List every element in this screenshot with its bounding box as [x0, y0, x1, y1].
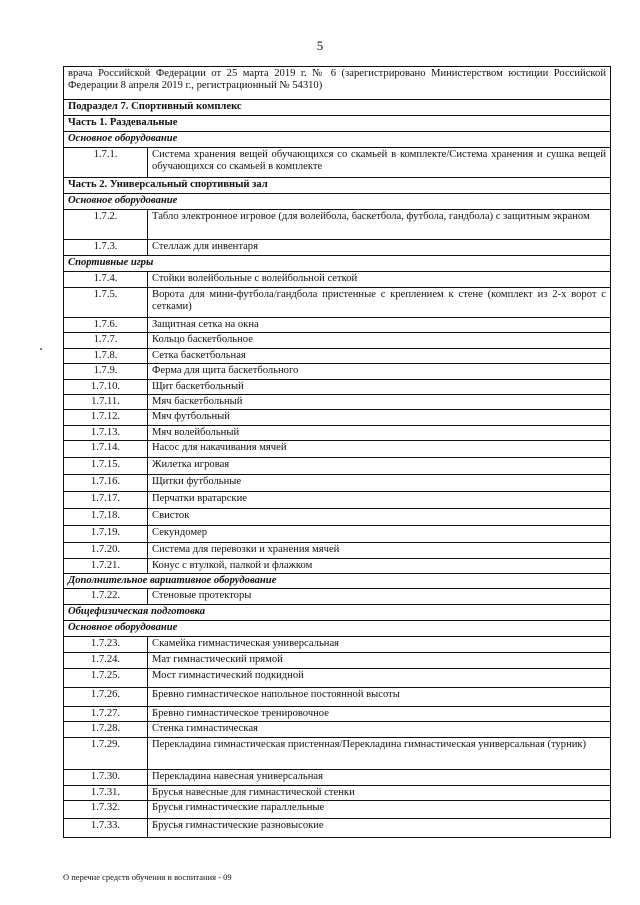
item-description: Насос для накачивания мячей [148, 441, 611, 458]
table-row [64, 819, 611, 838]
item-description: Конус с втулкой, палкой и флажком [148, 558, 611, 573]
subsection-heading-row [64, 132, 611, 148]
table-row [64, 458, 611, 475]
item-number: 1.7.12. [64, 410, 148, 425]
item-number: 1.7.19. [64, 526, 148, 543]
subsection-heading: Основное оборудование [64, 194, 611, 210]
item-description: Ворота для мини-футбола/гандбола пристенные с креплением к стене (комплект из 2-х ворот с сетками) [148, 288, 611, 318]
subsection-heading: Общефизическая подготовка [64, 605, 611, 621]
section-heading: Подраздел 7. Спортивный комплекс [64, 100, 611, 116]
table-row [64, 288, 611, 318]
table-row [64, 509, 611, 526]
item-number: 1.7.23. [64, 637, 148, 652]
item-number: 1.7.14. [64, 441, 148, 458]
page-number: 5 [316, 38, 324, 53]
item-number: 1.7.20. [64, 543, 148, 558]
subsection-heading-row [64, 605, 611, 621]
item-description: Система для перевозки и хранения мячей [148, 543, 611, 558]
table-row [64, 475, 611, 492]
section-heading-row [64, 116, 611, 132]
table-row [64, 272, 611, 288]
item-number: 1.7.31. [64, 785, 148, 800]
item-number: 1.7.30. [64, 770, 148, 785]
item-description: Ферма для щита баскетбольного [148, 364, 611, 379]
table-row [64, 637, 611, 652]
subsection-heading-row [64, 194, 611, 210]
item-description: Мат гимнастический прямой [148, 652, 611, 668]
item-description: Щит баскетбольный [148, 379, 611, 394]
item-number: 1.7.16. [64, 475, 148, 492]
subsection-heading: Основное оборудование [64, 132, 611, 148]
section-heading: Часть 2. Универсальный спортивный зал [64, 178, 611, 194]
item-description: Мост гимнастический подкидной [148, 668, 611, 687]
item-description: Свисток [148, 509, 611, 526]
item-description: Система хранения вещей обучающихся со скамьей в комплекте/Система хранения и сушка вещей обучающихся со скамьей в комплекте [148, 148, 611, 178]
item-number: 1.7.11. [64, 395, 148, 410]
section-heading-row [64, 100, 611, 116]
item-number: 1.7.4. [64, 272, 148, 288]
table-row [64, 668, 611, 687]
item-description: Мяч волейбольный [148, 425, 611, 440]
item-number: 1.7.21. [64, 558, 148, 573]
item-number: 1.7.8. [64, 348, 148, 363]
footer-note: О перечне средств обучения и воспитания - 09 [63, 872, 232, 882]
table-row [64, 210, 611, 240]
item-number: 1.7.24. [64, 652, 148, 668]
item-description: Щитки футбольные [148, 475, 611, 492]
equipment-table [63, 66, 611, 838]
table-row [64, 738, 611, 770]
item-number: 1.7.9. [64, 364, 148, 379]
table-row [64, 526, 611, 543]
item-number: 1.7.1. [64, 148, 148, 178]
item-description: Стойки волейбольные с волейбольной сеткой [148, 272, 611, 288]
subsection-heading: Спортивные игры [64, 256, 611, 272]
item-number: 1.7.7. [64, 333, 148, 348]
item-number: 1.7.10. [64, 379, 148, 394]
table-row [64, 492, 611, 509]
table-row [64, 801, 611, 819]
item-number: 1.7.22. [64, 589, 148, 605]
item-number: 1.7.26. [64, 687, 148, 706]
table-row [64, 441, 611, 458]
table-row [64, 425, 611, 440]
intro-text: врача Российской Федерации от 25 марта 2019 г. № 6 (зарегистрировано Министерством юстиции Российской Федерации 8 апреля 2019 г., регистрационный № 54310) [64, 67, 611, 100]
item-description: Брусья гимнастические параллельные [148, 801, 611, 819]
item-description: Жилетка игровая [148, 458, 611, 475]
scan-artifact [40, 348, 42, 350]
item-description: Кольцо баскетбольное [148, 333, 611, 348]
table-row [64, 333, 611, 348]
table-row [64, 558, 611, 573]
item-number: 1.7.17. [64, 492, 148, 509]
item-description: Защитная сетка на окна [148, 318, 611, 333]
item-description: Перчатки вратарские [148, 492, 611, 509]
item-number: 1.7.28. [64, 722, 148, 738]
table-row [64, 589, 611, 605]
subsection-heading: Дополнительное вариативное оборудование [64, 574, 611, 589]
item-description: Стеновые протекторы [148, 589, 611, 605]
item-number: 1.7.2. [64, 210, 148, 240]
item-number: 1.7.25. [64, 668, 148, 687]
table-row [64, 543, 611, 558]
table-row [64, 410, 611, 425]
item-number: 1.7.3. [64, 240, 148, 256]
equipment-table-body [64, 67, 611, 838]
item-number: 1.7.18. [64, 509, 148, 526]
item-description: Стенка гимнастическая [148, 722, 611, 738]
table-row [64, 687, 611, 706]
table-row [64, 652, 611, 668]
table-row [64, 722, 611, 738]
subsection-heading-row [64, 574, 611, 589]
subsection-heading-row [64, 621, 611, 637]
subsection-heading-row [64, 256, 611, 272]
table-row [64, 240, 611, 256]
item-number: 1.7.33. [64, 819, 148, 838]
item-number: 1.7.15. [64, 458, 148, 475]
table-row [64, 706, 611, 721]
item-description: Брусья навесные для гимнастической стенки [148, 785, 611, 800]
item-number: 1.7.13. [64, 425, 148, 440]
item-description: Скамейка гимнастическая универсальная [148, 637, 611, 652]
subsection-heading: Основное оборудование [64, 621, 611, 637]
table-row [64, 364, 611, 379]
intro-row [64, 67, 611, 100]
table-row [64, 318, 611, 333]
item-number: 1.7.29. [64, 738, 148, 770]
table-row [64, 395, 611, 410]
table-row [64, 148, 611, 178]
item-description: Мяч футбольный [148, 410, 611, 425]
item-description: Брусья гимнастические разновысокие [148, 819, 611, 838]
item-description: Бревно гимнастическое напольное постоянной высоты [148, 687, 611, 706]
item-description: Бревно гимнастическое тренировочное [148, 706, 611, 721]
item-number: 1.7.27. [64, 706, 148, 721]
item-description: Мяч баскетбольный [148, 395, 611, 410]
section-heading: Часть 1. Раздевальные [64, 116, 611, 132]
item-description: Секундомер [148, 526, 611, 543]
table-row [64, 348, 611, 363]
item-number: 1.7.5. [64, 288, 148, 318]
section-heading-row [64, 178, 611, 194]
item-description: Стеллаж для инвентаря [148, 240, 611, 256]
table-row [64, 770, 611, 785]
table-row [64, 379, 611, 394]
item-description: Табло электронное игровое (для волейбола, баскетбола, футбола, гандбола) с защитным экраном [148, 210, 611, 240]
item-description: Перекладина гимнастическая пристенная/Перекладина гимнастическая универсальная (турник) [148, 738, 611, 770]
item-number: 1.7.32. [64, 801, 148, 819]
item-description: Сетка баскетбольная [148, 348, 611, 363]
item-number: 1.7.6. [64, 318, 148, 333]
table-row [64, 785, 611, 800]
item-description: Перекладина навесная универсальная [148, 770, 611, 785]
